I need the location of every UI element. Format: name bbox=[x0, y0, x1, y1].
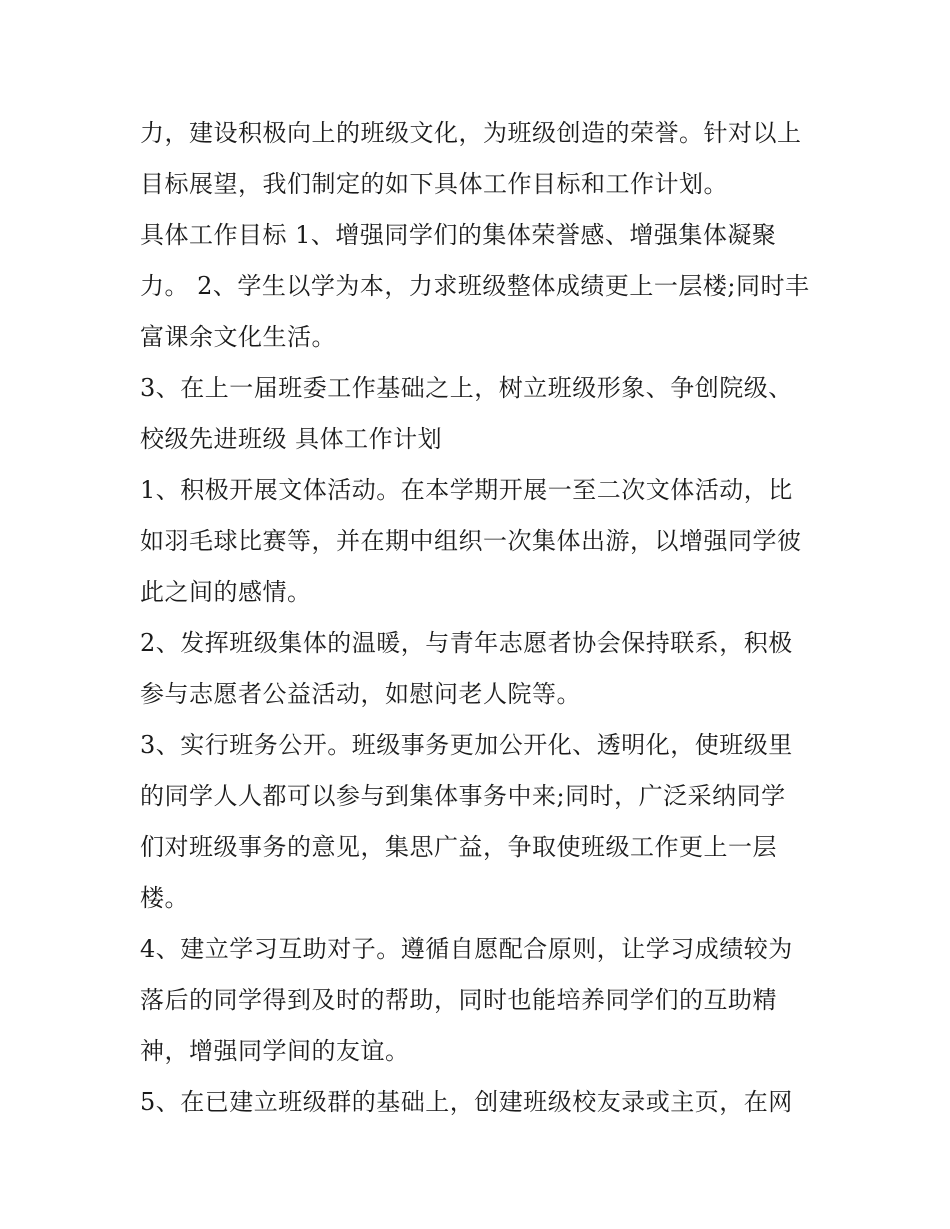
text-line: 1、积极开展文体活动。在本学期开展一至二次文体活动，比 bbox=[140, 476, 793, 504]
text-line: 4、建立学习互助对子。遵循自愿配合原则，让学习成绩较为 bbox=[140, 935, 793, 963]
text-line: 力。 2、学生以学为本，力求班级整体成绩更上一层楼;同时丰 bbox=[140, 272, 810, 300]
text-line: 具体工作目标 1、增强同学们的集体荣誉感、增强集体凝聚 bbox=[140, 221, 777, 249]
text-line: 楼。 bbox=[140, 884, 189, 912]
text-line: 神，增强同学间的友谊。 bbox=[140, 1037, 410, 1065]
text-line: 3、实行班务公开。班级事务更加公开化、透明化，使班级里 bbox=[140, 731, 793, 759]
body-text bbox=[140, 108, 820, 1128]
text-line: 校级先进班级 具体工作计划 bbox=[140, 425, 443, 453]
text-line: 5、在已建立班级群的基础上，创建班级校友录或主页，在网 bbox=[140, 1088, 793, 1116]
text-line: 此之间的感情。 bbox=[140, 578, 312, 606]
text-line: 参与志愿者公益活动，如慰问老人院等。 bbox=[140, 680, 581, 708]
text-line: 富课余文化生活。 bbox=[140, 323, 336, 351]
text-line: 力，建设积极向上的班级文化，为班级创造的荣誉。针对以上 bbox=[140, 119, 802, 147]
text-line: 落后的同学得到及时的帮助，同时也能培养同学们的互助精 bbox=[140, 986, 777, 1014]
text-line: 目标展望，我们制定的如下具体工作目标和工作计划。 bbox=[140, 170, 728, 198]
text-line: 2、发挥班级集体的温暖，与青年志愿者协会保持联系，积极 bbox=[140, 629, 793, 657]
text-line: 3、在上一届班委工作基础之上，树立班级形象、争创院级、 bbox=[140, 374, 793, 402]
text-line: 如羽毛球比赛等，并在期中组织一次集体出游，以增强同学彼 bbox=[140, 527, 802, 555]
text-line: 的同学人人都可以参与到集体事务中来;同时，广泛采纳同学 bbox=[140, 782, 786, 810]
text-line: 们对班级事务的意见，集思广益，争取使班级工作更上一层 bbox=[140, 833, 777, 861]
